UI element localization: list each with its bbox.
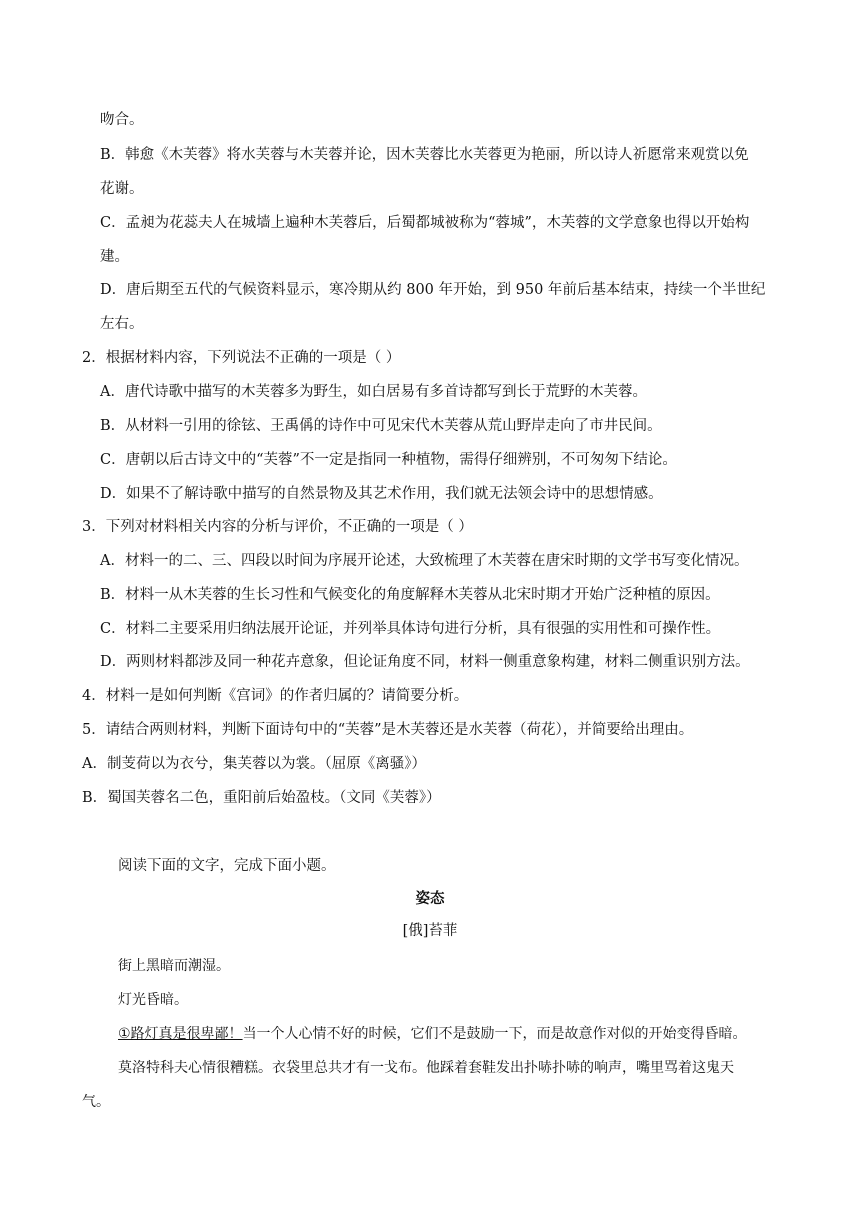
passage-instruction: 阅读下面的文字，完成下面小题。 [118, 858, 336, 874]
q3-option-d: D．两则材料都涉及同一种花卉意象，但论证角度不同，材料一侧重意象构建，材料二侧重识别方法。 [100, 654, 750, 670]
q5-stem: 5．请结合两则材料，判断下面诗句中的“芙蓉”是木芙蓉还是水芙蓉（荷花），并简要给出理由。 [82, 722, 694, 738]
passage-paragraph-4-line2: 气。 [82, 1094, 110, 1110]
passage-paragraph-4-line1: 莫洛特科夫心情很糟糕。衣袋里总共才有一戈布。他踩着套鞋发出扑哧扑哧的响声，嘴里骂着这鬼天 [118, 1060, 734, 1076]
q2-stem: 2．根据材料内容，下列说法不正确的一项是（ ） [82, 350, 401, 366]
q1-option-b-line1: B．韩愈《木芙蓉》将水芙蓉与木芙蓉并论，因木芙蓉比水芙蓉更为艳丽，所以诗人祈愿常来观赏以免 [100, 147, 749, 163]
q5-option-a: A．制芰荷以为衣兮，集芙蓉以为裳。（屈原《离骚》） [82, 756, 426, 772]
q1-option-d-line1: D．唐后期至五代的气候资料显示，寒冷期从约 800 年开始，到 950 年前后基本结束，持续一个半世纪 [100, 282, 766, 298]
q2-option-d: D．如果不了解诗歌中描写的自然景物及其艺术作用，我们就无法领会诗中的思想情感。 [100, 486, 663, 502]
q5-option-b: B．蜀国芙蓉名二色，重阳前后始盈枝。（文同《芙蓉》） [82, 790, 441, 806]
q4-stem: 4．材料一是如何判断《宫词》的作者归属的？请简要分析。 [82, 688, 469, 704]
passage-author: [俄]苔菲 [402, 923, 458, 939]
q2-option-c: C．唐朝以后古诗文中的“芙蓉”不一定是指同一种植物，需得仔细辨别，不可匆匆下结论。 [100, 452, 677, 468]
q3-option-c: C．材料二主要采用归纳法展开论证，并列举具体诗句进行分析，具有很强的实用性和可操作性。 [100, 621, 721, 637]
q1-option-a-continuation: 吻合。 [100, 112, 144, 128]
passage-paragraph-3-rest: 当一个人心情不好的时候，它们不是鼓励一下，而是故意作对似的开始变得昏暗。 [242, 1026, 747, 1042]
q3-stem: 3．下列对材料相关内容的分析与评价，不正确的一项是（ ） [82, 519, 473, 535]
passage-paragraph-1: 街上黑暗而潮湿。 [118, 958, 230, 974]
q1-option-d-line2: 左右。 [100, 316, 144, 332]
q1-option-b-line2: 花谢。 [100, 181, 144, 197]
passage-paragraph-3 [118, 1024, 747, 1044]
passage-title: 姿态 [415, 890, 445, 907]
q1-option-c-line2: 建。 [100, 249, 129, 265]
q3-option-a: A．材料一的二、三、四段以时间为序展开论述，大致梳理了木芙蓉在唐宋时期的文学书写变化情况。 [100, 553, 749, 569]
passage-marked-sentence-1: ①路灯真是很卑鄙！ [118, 1026, 243, 1042]
passage-paragraph-2: 灯光昏暗。 [118, 992, 188, 1008]
q2-option-a: A．唐代诗歌中描写的木芙蓉多为野生，如白居易有多首诗都写到长于荒野的木芙蓉。 [100, 384, 647, 400]
q2-option-b: B．从材料一引用的徐铉、王禹偁的诗作中可见宋代木芙蓉从荒山野岸走向了市井民间。 [100, 418, 662, 434]
q3-option-b: B．材料一从木芙蓉的生长习性和气候变化的角度解释木芙蓉从北宋时期才开始广泛种植的原因。 [100, 587, 720, 603]
q1-option-c-line1: C．孟昶为花蕊夫人在城墙上遍种木芙蓉后，后蜀都城被称为“蓉城”，木芙蓉的文学意象也得以开始构 [100, 215, 750, 231]
